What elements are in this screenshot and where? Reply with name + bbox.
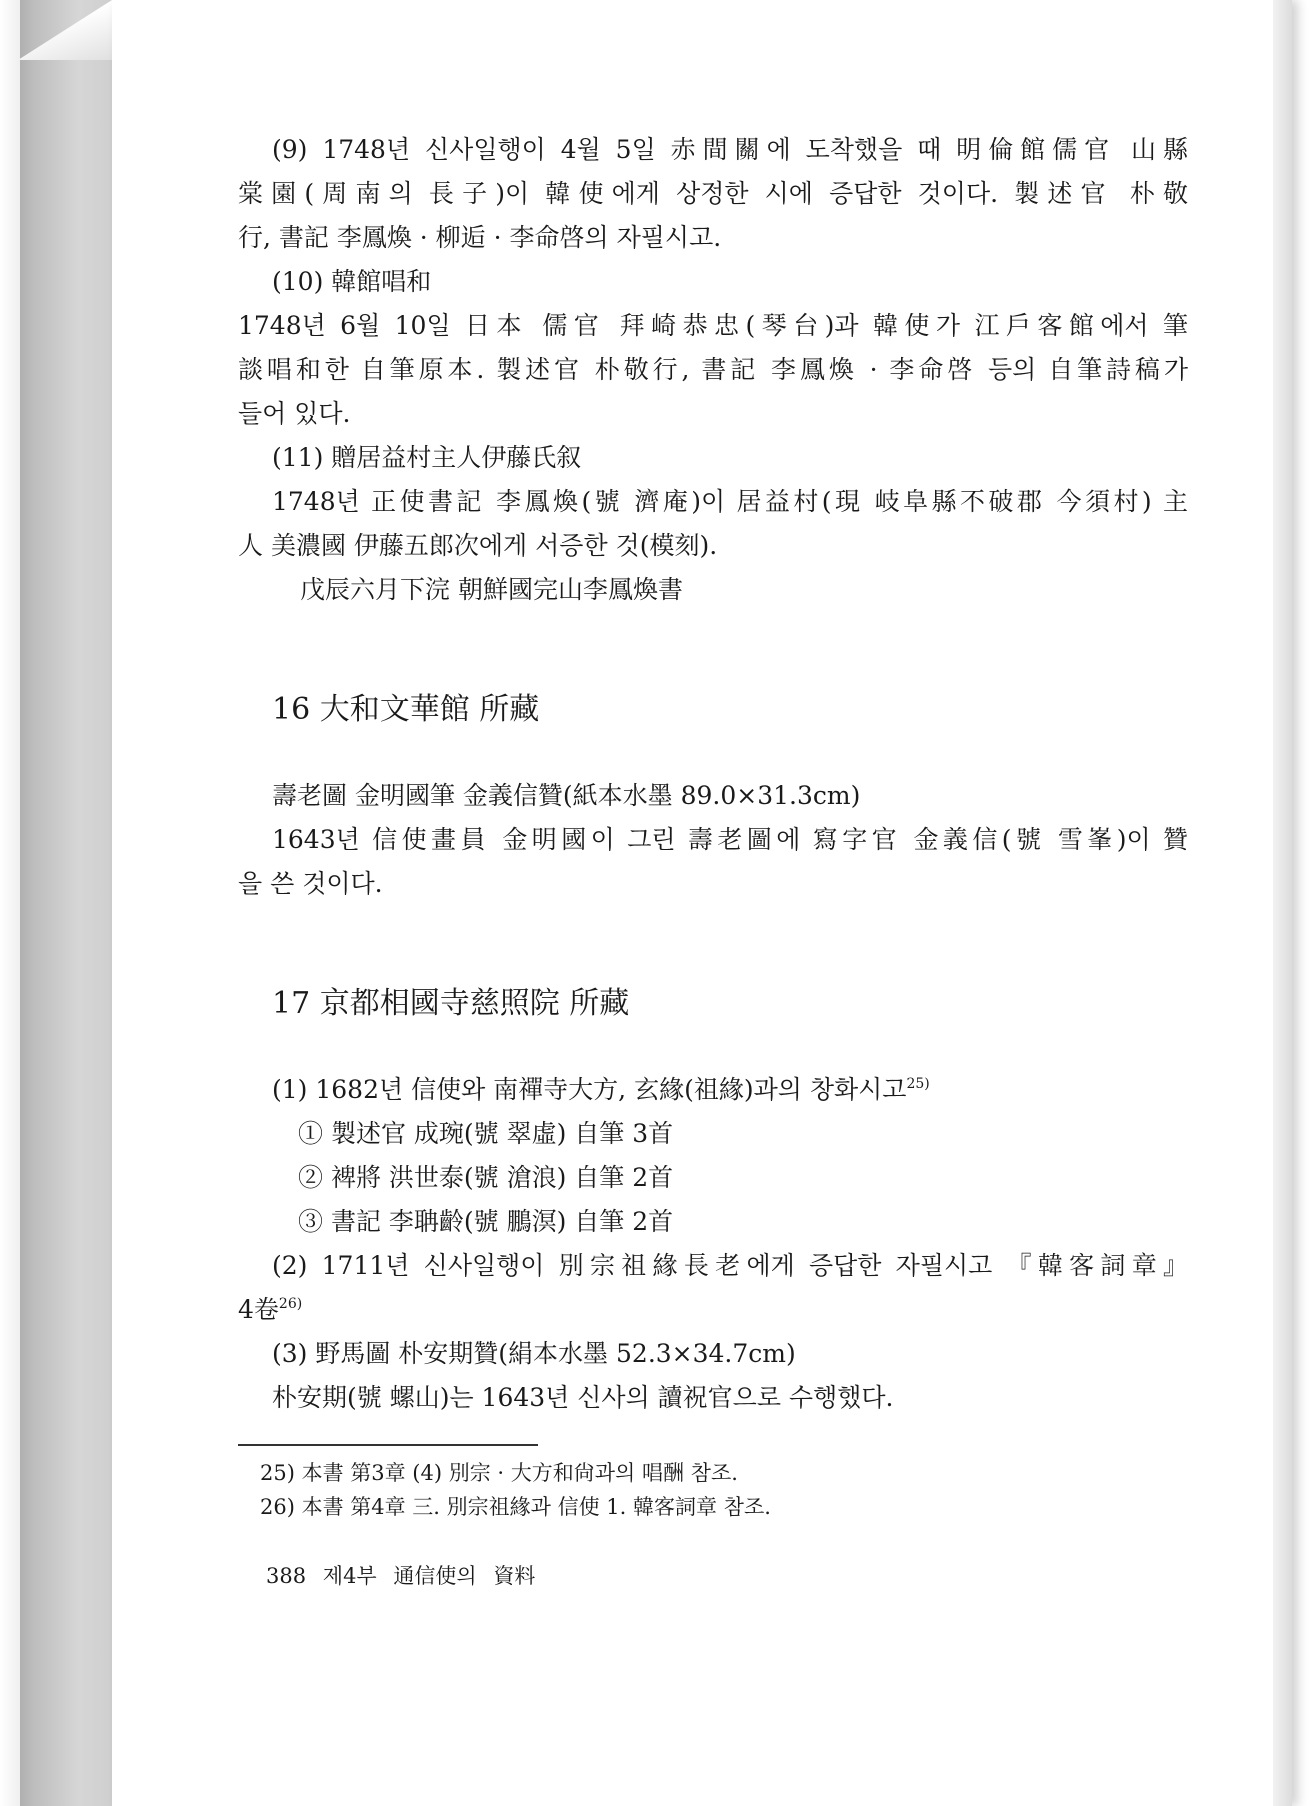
item-text: (1) 1682년 信使와 南禪寺大方, 玄緣(祖緣)과의 창화시고 <box>272 1075 907 1104</box>
text-line: 들어 있다. <box>238 399 351 428</box>
running-title: 通信使의 資料 <box>393 1564 536 1588</box>
sub-item: ① 製述官 成琬(號 翠虛) 自筆 3首 <box>298 1119 674 1148</box>
item-heading: (11) 贈居益村主人伊藤氏叙 <box>272 443 582 472</box>
artwork-entry: 壽老圖 金明國筆 金義信贊(紙本水墨 89.0×31.3cm) <box>272 781 861 810</box>
spine-edge <box>0 0 20 1806</box>
text-line <box>238 1288 1188 1332</box>
item-heading: (3) 野馬圖 朴安期贊(絹本水墨 52.3×34.7cm) <box>272 1339 796 1368</box>
signature-line: 戊辰六月下浣 朝鮮國完山李鳳煥書 <box>300 575 683 604</box>
page-number: 388 <box>266 1564 307 1588</box>
page-footer <box>238 1554 1188 1598</box>
text-line: 談唱和한 自筆原本. 製述官 朴敬行, 書記 李鳳煥 · 李命啓 등의 自筆詩稿가 <box>238 355 1188 384</box>
page-content <box>238 128 1188 1598</box>
item-heading <box>238 1068 1188 1112</box>
footnote-ref: 25) <box>906 1076 930 1092</box>
book-spine <box>0 0 112 1806</box>
footnote-ref: 26) <box>278 1296 303 1312</box>
part-label: 제4부 <box>322 1564 377 1588</box>
section-16-title: 16 大和文華館 所藏 <box>272 692 540 727</box>
spine-top-corner <box>18 0 112 60</box>
text-line: 行, 書記 李鳳煥 · 柳逅 · 李命啓의 자필시고. <box>238 223 722 252</box>
page-edge-shadow <box>1273 0 1292 1806</box>
text-line: 棠園(周南의 長子)이 韓使에게 상정한 시에 증답한 것이다. 製述官 朴敬 <box>238 179 1188 208</box>
sub-item: ③ 書記 李聃齡(號 鵬溟) 自筆 2首 <box>298 1207 674 1236</box>
text-line: (9) 1748년 신사일행이 4월 5일 赤間關에 도착했을 때 明倫館儒官 山縣 <box>272 135 1188 164</box>
footnote: 26) 本書 第4章 三. 別宗祖緣과 信使 1. 韓客詞章 참조. <box>260 1495 771 1519</box>
footnote: 25) 本書 第3章 (4) 別宗 · 大方和尙과의 唱酬 참조. <box>260 1461 738 1485</box>
text-line: 1748년 6월 10일 日本 儒官 拜崎恭忠(琴台)과 韓使가 江戶客館에서 筆 <box>238 311 1188 340</box>
item-heading: (2) 1711년 신사일행이 別宗祖緣長老에게 증답한 자필시고 『韓客詞章』 <box>272 1251 1188 1280</box>
text-line: 朴安期(號 螺山)는 1643년 신사의 讀祝官으로 수행했다. <box>272 1383 894 1412</box>
text-line: 1643년 信使畫員 金明國이 그린 壽老圖에 寫字官 金義信(號 雪峯)이 贊 <box>272 825 1188 854</box>
text-line: 1748년 正使書記 李鳳煥(號 濟庵)이 居益村(現 岐阜縣不破郡 今須村) 主 <box>272 487 1188 516</box>
text-line: 人 美濃國 伊藤五郎次에게 서증한 것(模刻). <box>238 531 718 560</box>
item-heading: (10) 韓館唱和 <box>272 267 432 296</box>
footnote-divider <box>238 1444 538 1446</box>
item-text: 4卷 <box>238 1295 279 1324</box>
sub-item: ② 裨將 洪世泰(號 滄浪) 自筆 2首 <box>298 1163 674 1192</box>
text-line: 을 쓴 것이다. <box>238 869 383 898</box>
section-17-title: 17 京都相國寺慈照院 所藏 <box>272 986 630 1021</box>
